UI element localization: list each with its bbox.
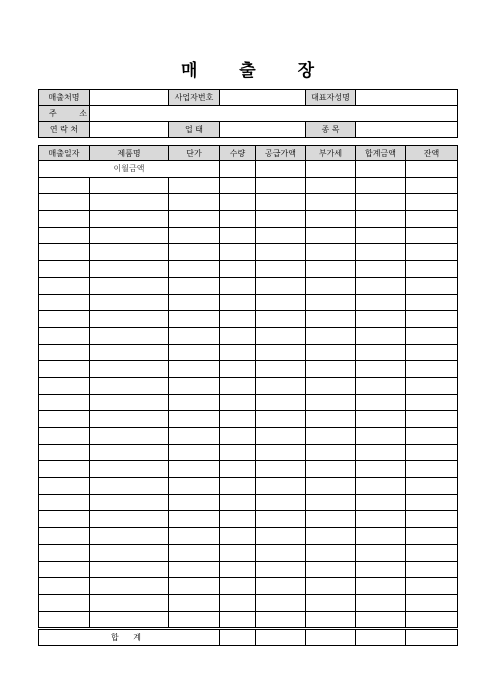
table-cell[interactable] <box>306 594 356 611</box>
table-cell[interactable] <box>220 327 256 344</box>
table-cell[interactable] <box>169 561 220 578</box>
table-cell[interactable] <box>220 511 256 528</box>
table-cell[interactable] <box>356 361 406 378</box>
table-cell[interactable] <box>39 311 90 328</box>
table-cell[interactable] <box>356 194 406 211</box>
table-cell[interactable] <box>306 394 356 411</box>
table-cell[interactable] <box>169 411 220 428</box>
total-vat[interactable] <box>306 629 356 646</box>
table-cell[interactable] <box>256 244 306 261</box>
table-cell[interactable] <box>220 261 256 278</box>
table-cell[interactable] <box>39 544 90 561</box>
table-cell[interactable] <box>169 344 220 361</box>
table-cell[interactable] <box>220 227 256 244</box>
table-cell[interactable] <box>356 277 406 294</box>
table-cell[interactable] <box>306 194 356 211</box>
table-cell[interactable] <box>169 461 220 478</box>
table-cell[interactable] <box>256 327 306 344</box>
table-cell[interactable] <box>39 344 90 361</box>
page-title: 매 출 장 <box>180 61 333 81</box>
table-cell[interactable] <box>406 528 458 545</box>
table-row <box>39 544 458 561</box>
table-row <box>39 428 458 445</box>
table-cell[interactable] <box>220 544 256 561</box>
table-cell[interactable] <box>306 494 356 511</box>
table-cell[interactable] <box>356 211 406 228</box>
table-cell[interactable] <box>169 194 220 211</box>
carry-over-vat[interactable] <box>306 161 356 178</box>
table-cell[interactable] <box>90 177 169 194</box>
table-cell[interactable] <box>220 444 256 461</box>
table-cell[interactable] <box>169 277 220 294</box>
table-cell[interactable] <box>356 594 406 611</box>
header-balance: 잔액 <box>406 146 458 161</box>
table-cell[interactable] <box>39 327 90 344</box>
table-cell[interactable] <box>39 227 90 244</box>
table-cell[interactable] <box>90 361 169 378</box>
table-cell[interactable] <box>220 211 256 228</box>
table-row <box>39 244 458 261</box>
table-row <box>39 444 458 461</box>
table-cell[interactable] <box>39 494 90 511</box>
carry-over-quantity[interactable] <box>220 161 256 178</box>
table-cell[interactable] <box>90 227 169 244</box>
table-row <box>39 611 458 629</box>
table-cell[interactable] <box>90 327 169 344</box>
table-cell[interactable] <box>256 394 306 411</box>
contact-field[interactable] <box>90 122 169 138</box>
table-cell[interactable] <box>90 578 169 595</box>
table-cell[interactable] <box>220 194 256 211</box>
address-label-text: 주 소 <box>49 109 97 118</box>
table-cell[interactable] <box>256 561 306 578</box>
business-item-label: 종 목 <box>306 122 356 138</box>
table-cell[interactable] <box>356 377 406 394</box>
table-cell[interactable] <box>169 261 220 278</box>
table-cell[interactable] <box>90 461 169 478</box>
table-cell[interactable] <box>39 444 90 461</box>
table-cell[interactable] <box>406 211 458 228</box>
customer-info-table <box>38 89 458 138</box>
ceo-name-field[interactable] <box>356 90 458 106</box>
table-cell[interactable] <box>356 344 406 361</box>
table-cell[interactable] <box>406 377 458 394</box>
table-cell[interactable] <box>406 544 458 561</box>
table-cell[interactable] <box>306 611 356 629</box>
table-cell[interactable] <box>256 544 306 561</box>
table-row <box>39 594 458 611</box>
table-cell[interactable] <box>406 461 458 478</box>
table-cell[interactable] <box>356 244 406 261</box>
table-cell[interactable] <box>169 528 220 545</box>
table-cell[interactable] <box>220 177 256 194</box>
table-cell[interactable] <box>220 377 256 394</box>
table-cell[interactable] <box>256 578 306 595</box>
table-cell[interactable] <box>256 361 306 378</box>
business-type-label: 업 태 <box>169 122 220 138</box>
table-cell[interactable] <box>306 411 356 428</box>
business-number-label: 사업자번호 <box>169 90 220 106</box>
table-cell[interactable] <box>169 494 220 511</box>
contact-label: 연 락 처 <box>39 122 90 138</box>
table-cell[interactable] <box>90 511 169 528</box>
table-cell[interactable] <box>356 511 406 528</box>
table-cell[interactable] <box>306 261 356 278</box>
table-cell[interactable] <box>169 327 220 344</box>
table-cell[interactable] <box>256 444 306 461</box>
table-cell[interactable] <box>306 327 356 344</box>
header-unit-price: 단가 <box>169 146 220 161</box>
table-row <box>39 394 458 411</box>
table-cell[interactable] <box>306 544 356 561</box>
table-row <box>39 344 458 361</box>
table-cell[interactable] <box>220 594 256 611</box>
table-cell[interactable] <box>90 394 169 411</box>
table-cell[interactable] <box>39 461 90 478</box>
table-row <box>39 261 458 278</box>
table-cell[interactable] <box>306 428 356 445</box>
table-cell[interactable] <box>90 377 169 394</box>
table-cell[interactable] <box>356 461 406 478</box>
table-cell[interactable] <box>256 594 306 611</box>
table-cell[interactable] <box>356 294 406 311</box>
table-cell[interactable] <box>406 611 458 629</box>
table-cell[interactable] <box>306 511 356 528</box>
table-cell[interactable] <box>356 227 406 244</box>
total-label-text: 합 계 <box>111 633 147 643</box>
table-cell[interactable] <box>306 177 356 194</box>
table-cell[interactable] <box>90 611 169 629</box>
table-row <box>39 177 458 194</box>
table-cell[interactable] <box>90 244 169 261</box>
table-cell[interactable] <box>306 478 356 495</box>
table-cell[interactable] <box>90 211 169 228</box>
table-cell[interactable] <box>220 311 256 328</box>
table-cell[interactable] <box>169 478 220 495</box>
business-type-field[interactable] <box>220 122 306 138</box>
table-row <box>39 327 458 344</box>
table-cell[interactable] <box>169 578 220 595</box>
carry-over-total[interactable] <box>356 161 406 178</box>
table-cell[interactable] <box>256 461 306 478</box>
table-cell[interactable] <box>256 294 306 311</box>
table-cell[interactable] <box>256 227 306 244</box>
table-cell[interactable] <box>256 478 306 495</box>
table-cell[interactable] <box>39 561 90 578</box>
table-cell[interactable] <box>256 411 306 428</box>
table-cell[interactable] <box>169 377 220 394</box>
table-cell[interactable] <box>220 528 256 545</box>
table-cell[interactable] <box>406 344 458 361</box>
table-cell[interactable] <box>169 361 220 378</box>
table-cell[interactable] <box>406 294 458 311</box>
table-cell[interactable] <box>256 211 306 228</box>
table-cell[interactable] <box>39 361 90 378</box>
header-sale-date: 매출일자 <box>39 146 90 161</box>
table-cell[interactable] <box>306 227 356 244</box>
table-cell[interactable] <box>169 294 220 311</box>
table-cell[interactable] <box>220 578 256 595</box>
table-cell[interactable] <box>39 277 90 294</box>
table-cell[interactable] <box>90 528 169 545</box>
table-row <box>39 528 458 545</box>
table-cell[interactable] <box>406 311 458 328</box>
table-row <box>39 377 458 394</box>
table-cell[interactable] <box>306 211 356 228</box>
table-row <box>39 561 458 578</box>
table-cell[interactable] <box>356 578 406 595</box>
table-cell[interactable] <box>406 494 458 511</box>
table-cell[interactable] <box>90 261 169 278</box>
table-row <box>39 311 458 328</box>
table-cell[interactable] <box>90 411 169 428</box>
table-cell[interactable] <box>90 478 169 495</box>
table-cell[interactable] <box>90 277 169 294</box>
table-cell[interactable] <box>356 494 406 511</box>
table-cell[interactable] <box>169 594 220 611</box>
table-cell[interactable] <box>90 344 169 361</box>
table-cell[interactable] <box>169 211 220 228</box>
table-cell[interactable] <box>406 478 458 495</box>
table-row <box>39 494 458 511</box>
table-cell[interactable] <box>169 227 220 244</box>
table-cell[interactable] <box>39 411 90 428</box>
total-balance[interactable] <box>406 629 458 646</box>
carry-over-balance[interactable] <box>406 161 458 178</box>
total-quantity[interactable] <box>220 629 256 646</box>
total-row <box>39 629 458 646</box>
table-cell[interactable] <box>306 461 356 478</box>
table-cell[interactable] <box>406 578 458 595</box>
table-cell[interactable] <box>39 511 90 528</box>
table-cell[interactable] <box>220 561 256 578</box>
table-cell[interactable] <box>306 528 356 545</box>
table-cell[interactable] <box>169 177 220 194</box>
table-cell[interactable] <box>306 444 356 461</box>
table-cell[interactable] <box>406 444 458 461</box>
table-cell[interactable] <box>220 344 256 361</box>
table-cell[interactable] <box>169 611 220 629</box>
table-row <box>39 194 458 211</box>
table-cell[interactable] <box>256 344 306 361</box>
table-cell[interactable] <box>306 578 356 595</box>
table-cell[interactable] <box>220 361 256 378</box>
ceo-name-label: 대표자성명 <box>306 90 356 106</box>
table-cell[interactable] <box>90 194 169 211</box>
table-cell[interactable] <box>306 311 356 328</box>
table-row <box>39 478 458 495</box>
table-cell[interactable] <box>406 394 458 411</box>
address-label <box>39 106 97 122</box>
table-cell[interactable] <box>406 594 458 611</box>
table-cell[interactable] <box>169 311 220 328</box>
table-row <box>39 211 458 228</box>
table-row <box>39 361 458 378</box>
table-cell[interactable] <box>256 494 306 511</box>
table-cell[interactable] <box>306 377 356 394</box>
table-cell[interactable] <box>220 394 256 411</box>
header-product-name: 제품명 <box>90 146 169 161</box>
table-cell[interactable] <box>306 561 356 578</box>
table-cell[interactable] <box>39 428 90 445</box>
table-cell[interactable] <box>356 561 406 578</box>
business-item-field[interactable] <box>356 122 458 138</box>
table-cell[interactable] <box>220 461 256 478</box>
table-cell[interactable] <box>406 361 458 378</box>
table-cell[interactable] <box>39 244 90 261</box>
table-cell[interactable] <box>220 428 256 445</box>
table-cell[interactable] <box>39 194 90 211</box>
table-cell[interactable] <box>220 411 256 428</box>
table-cell[interactable] <box>220 244 256 261</box>
table-cell[interactable] <box>90 494 169 511</box>
table-cell[interactable] <box>406 227 458 244</box>
address-field[interactable] <box>90 106 458 122</box>
table-cell[interactable] <box>306 361 356 378</box>
table-cell[interactable] <box>406 261 458 278</box>
table-cell[interactable] <box>406 428 458 445</box>
table-row <box>39 227 458 244</box>
table-cell[interactable] <box>406 561 458 578</box>
table-cell[interactable] <box>169 544 220 561</box>
table-cell[interactable] <box>356 311 406 328</box>
table-cell[interactable] <box>220 478 256 495</box>
table-cell[interactable] <box>306 277 356 294</box>
sales-ledger-table <box>38 145 458 646</box>
table-cell[interactable] <box>169 244 220 261</box>
table-row <box>39 511 458 528</box>
table-cell[interactable] <box>256 311 306 328</box>
carry-over-supply[interactable] <box>256 161 306 178</box>
total-label <box>39 629 220 646</box>
table-cell[interactable] <box>356 444 406 461</box>
table-cell[interactable] <box>39 594 90 611</box>
table-cell[interactable] <box>90 311 169 328</box>
table-cell[interactable] <box>90 294 169 311</box>
table-cell[interactable] <box>356 544 406 561</box>
table-cell[interactable] <box>306 294 356 311</box>
table-cell[interactable] <box>356 428 406 445</box>
business-number-field[interactable] <box>220 90 306 106</box>
table-cell[interactable] <box>39 478 90 495</box>
table-cell[interactable] <box>256 377 306 394</box>
table-cell[interactable] <box>39 528 90 545</box>
header-vat: 부가세 <box>306 146 356 161</box>
table-cell[interactable] <box>169 511 220 528</box>
table-cell[interactable] <box>220 277 256 294</box>
total-supply[interactable] <box>256 629 306 646</box>
table-cell[interactable] <box>356 528 406 545</box>
table-cell[interactable] <box>256 261 306 278</box>
table-cell[interactable] <box>356 478 406 495</box>
table-cell[interactable] <box>169 394 220 411</box>
table-cell[interactable] <box>90 444 169 461</box>
table-cell[interactable] <box>220 494 256 511</box>
table-row <box>39 277 458 294</box>
table-cell[interactable] <box>220 611 256 629</box>
table-cell[interactable] <box>39 611 90 629</box>
carry-over-label: 이월금액 <box>39 161 220 178</box>
table-cell[interactable] <box>39 377 90 394</box>
table-row <box>39 411 458 428</box>
table-cell[interactable] <box>90 544 169 561</box>
table-cell[interactable] <box>90 428 169 445</box>
table-cell[interactable] <box>306 244 356 261</box>
table-cell[interactable] <box>169 444 220 461</box>
table-cell[interactable] <box>256 177 306 194</box>
table-cell[interactable] <box>256 277 306 294</box>
table-cell[interactable] <box>39 211 90 228</box>
table-cell[interactable] <box>356 394 406 411</box>
table-cell[interactable] <box>406 411 458 428</box>
table-cell[interactable] <box>256 528 306 545</box>
table-cell[interactable] <box>39 578 90 595</box>
total-sum[interactable] <box>356 629 406 646</box>
table-cell[interactable] <box>356 261 406 278</box>
table-cell[interactable] <box>220 294 256 311</box>
table-cell[interactable] <box>39 177 90 194</box>
table-cell[interactable] <box>256 428 306 445</box>
table-cell[interactable] <box>256 194 306 211</box>
table-cell[interactable] <box>406 327 458 344</box>
table-cell[interactable] <box>406 511 458 528</box>
table-row <box>39 461 458 478</box>
header-total-amount: 합계금액 <box>356 146 406 161</box>
ledger-header-row <box>39 146 458 161</box>
table-cell[interactable] <box>90 561 169 578</box>
header-quantity: 수량 <box>220 146 256 161</box>
table-cell[interactable] <box>356 611 406 629</box>
customer-name-field[interactable] <box>90 90 169 106</box>
table-cell[interactable] <box>39 294 90 311</box>
table-cell[interactable] <box>306 344 356 361</box>
table-cell[interactable] <box>406 194 458 211</box>
table-cell[interactable] <box>356 177 406 194</box>
table-cell[interactable] <box>406 277 458 294</box>
table-row <box>39 294 458 311</box>
carry-over-row <box>39 161 458 178</box>
table-cell[interactable] <box>39 394 90 411</box>
table-cell[interactable] <box>90 594 169 611</box>
header-supply-amount: 공급가액 <box>256 146 306 161</box>
table-row <box>39 578 458 595</box>
table-cell[interactable] <box>356 327 406 344</box>
table-cell[interactable] <box>256 511 306 528</box>
table-cell[interactable] <box>256 611 306 629</box>
table-cell[interactable] <box>356 411 406 428</box>
table-cell[interactable] <box>406 177 458 194</box>
table-cell[interactable] <box>39 261 90 278</box>
table-cell[interactable] <box>169 428 220 445</box>
customer-name-label: 매출처명 <box>39 90 90 106</box>
table-cell[interactable] <box>406 244 458 261</box>
